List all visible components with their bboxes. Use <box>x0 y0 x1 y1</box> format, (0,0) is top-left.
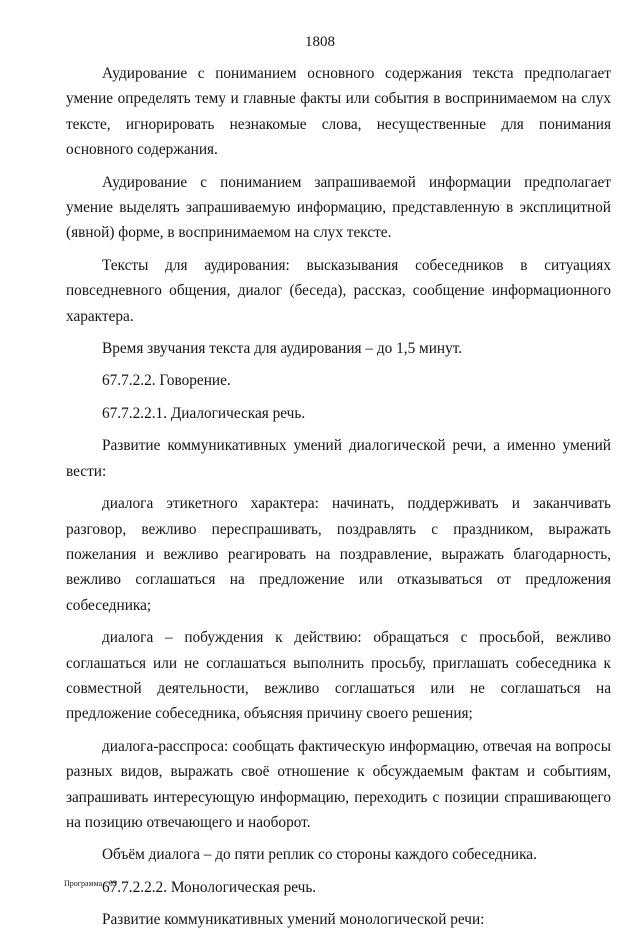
footer-label: Программа - 03 <box>64 879 117 888</box>
paragraph-listening-main-content: Аудирование с пониманием основного содержания текста предполагает умение определять тему и главные факты или события в воспринимаемом на слух тексте, игнорировать незнакомые слова, несущественные для понимания основного содержания. <box>66 65 611 159</box>
paragraph-incentive-dialogue: диалога – побуждения к действию: обращаться с просьбой, вежливо соглашаться или не соглашаться выполнить просьбу, приглашать собеседника к совместной деятельности, вежливо соглашаться или не соглашаться на предложение собеседника, объясняя причину своего решения; <box>66 629 611 723</box>
section-heading-dialogic-speech: 67.7.2.2.1. Диалогическая речь. <box>102 404 306 422</box>
paragraph-listening-texts: Тексты для аудирования: высказывания собеседников в ситуациях повседневного общения, диалог (беседа), рассказ, сообщение информационного характера. <box>66 256 611 325</box>
paragraph-dialogic-skills-intro: Развитие коммуникативных умений диалогической речи, а именно умений вести: <box>66 437 611 480</box>
section-heading-monologic-speech: 67.7.2.2.2. Монологическая речь. <box>102 878 317 896</box>
page-number: 1808 <box>305 34 335 50</box>
paragraph-monologic-skills-intro: Развитие коммуникативных умений монологической речи: <box>102 911 485 929</box>
paragraph-listening-time: Время звучания текста для аудирования – до 1,5 минут. <box>102 340 463 358</box>
paragraph-etiquette-dialogue: диалога этикетного характера: начинать, поддерживать и заканчивать разговор, вежливо переспрашивать, поздравлять с праздником, выражать пожелания и вежливо реагировать на поздравление, выражать благодарность, вежливо соглашаться на предложение или отказываться от предложения собеседника; <box>66 495 611 614</box>
paragraph-dialogue-volume: Объём диалога – до пяти реплик со стороны каждого собеседника. <box>102 846 537 864</box>
paragraph-listening-requested-info: Аудирование с пониманием запрашиваемой информации предполагает умение выделять запрашиваемую информацию, представленную в эксплицитной (явной) форме, в воспринимаемом на слух тексте. <box>66 173 611 242</box>
section-heading-speaking: 67.7.2.2. Говорение. <box>102 372 231 390</box>
body-text <box>66 61 611 940</box>
paragraph-inquiry-dialogue: диалога-расспроса: сообщать фактическую информацию, отвечая на вопросы разных видов, выражать своё отношение к обсуждаемым фактам и событиям, запрашивать интересующую информацию, переходить с позиции спрашивающего на позицию отвечающего и наоборот. <box>66 737 611 831</box>
